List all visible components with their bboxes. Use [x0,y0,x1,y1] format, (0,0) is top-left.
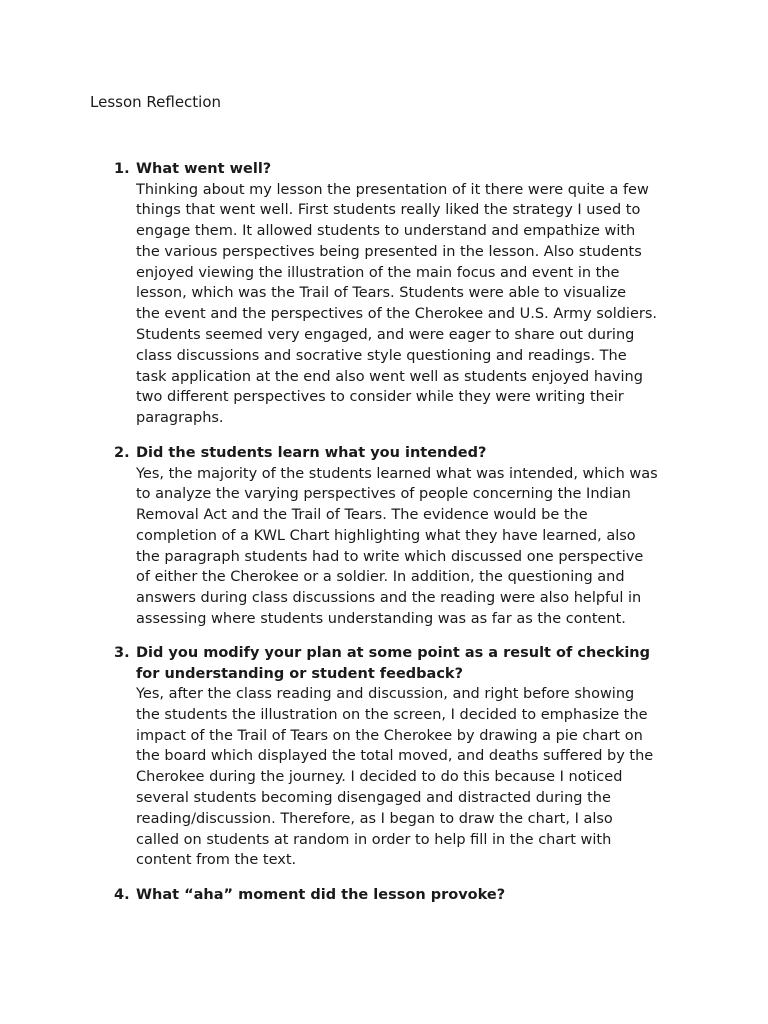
question-3-heading-row [114,643,694,684]
document-title: Lesson Reflection [90,93,222,111]
question-1 [114,159,694,429]
question-3-number: 3. [114,645,130,661]
question-4 [114,885,694,906]
question-4-heading-row [114,885,694,906]
question-3-answer: Yes, after the class reading and discussion, and right before showing the students the illustration on the screen, I decided to emphasize the impact of the Trail of Tears on the Cherokee by drawing a pie chart on the board which displayed the total moved, and deaths suffered by the Cherokee during the journey. I decided to do this because I noticed several students becoming disengaged and distracted during the reading/discussion. Therefore, as I began to draw the chart, I also called on students at random in order to help fill in the chart with content from the text. [136,686,654,869]
question-4-heading: What “aha” moment did the lesson provoke? [136,887,506,903]
question-2-heading-row [114,443,694,464]
question-1-heading: What went well? [136,161,272,177]
question-2 [114,443,694,630]
question-3 [114,643,694,871]
question-1-heading-row [114,159,694,180]
question-1-number: 1. [114,161,130,177]
question-2-answer: Yes, the majority of the students learned what was intended, which was to analyze the varying perspectives of people concerning the Indian Removal Act and the Trail of Tears. The evidence would be the completion of a KWL Chart highlighting what they have learned, also the paragraph students had to write which discussed one perspective of either the Cherokee or a soldier. In addition, the questioning and answers during class discussions and the reading were also helpful in assessing where students understanding was as far as the content. [136,465,658,628]
question-1-answer: Thinking about my lesson the presentation of it there were quite a few things that went well. First students really liked the strategy I used to engage them. It allowed students to understand and empathize with the various perspectives being presented in the lesson. Also students enjoyed viewing the illustration of the main focus and event in the lesson, which was the Trail of Tears. Students were able to visualize the event and the perspectives of the Cherokee and U.S. Army soldiers. Students seemed very engaged, and were eager to share out during class discussions and socrative style questioning and readings. The task application at the end also went well as students enjoyed having two different perspectives to consider while they were writing their paragraphs. [136,181,658,427]
question-2-heading: Did the students learn what you intended? [136,445,487,461]
question-3-heading: Did you modify your plan at some point as a result of checking for understanding or student feedback? [136,645,651,682]
question-2-number: 2. [114,445,130,461]
question-4-number: 4. [114,887,130,903]
